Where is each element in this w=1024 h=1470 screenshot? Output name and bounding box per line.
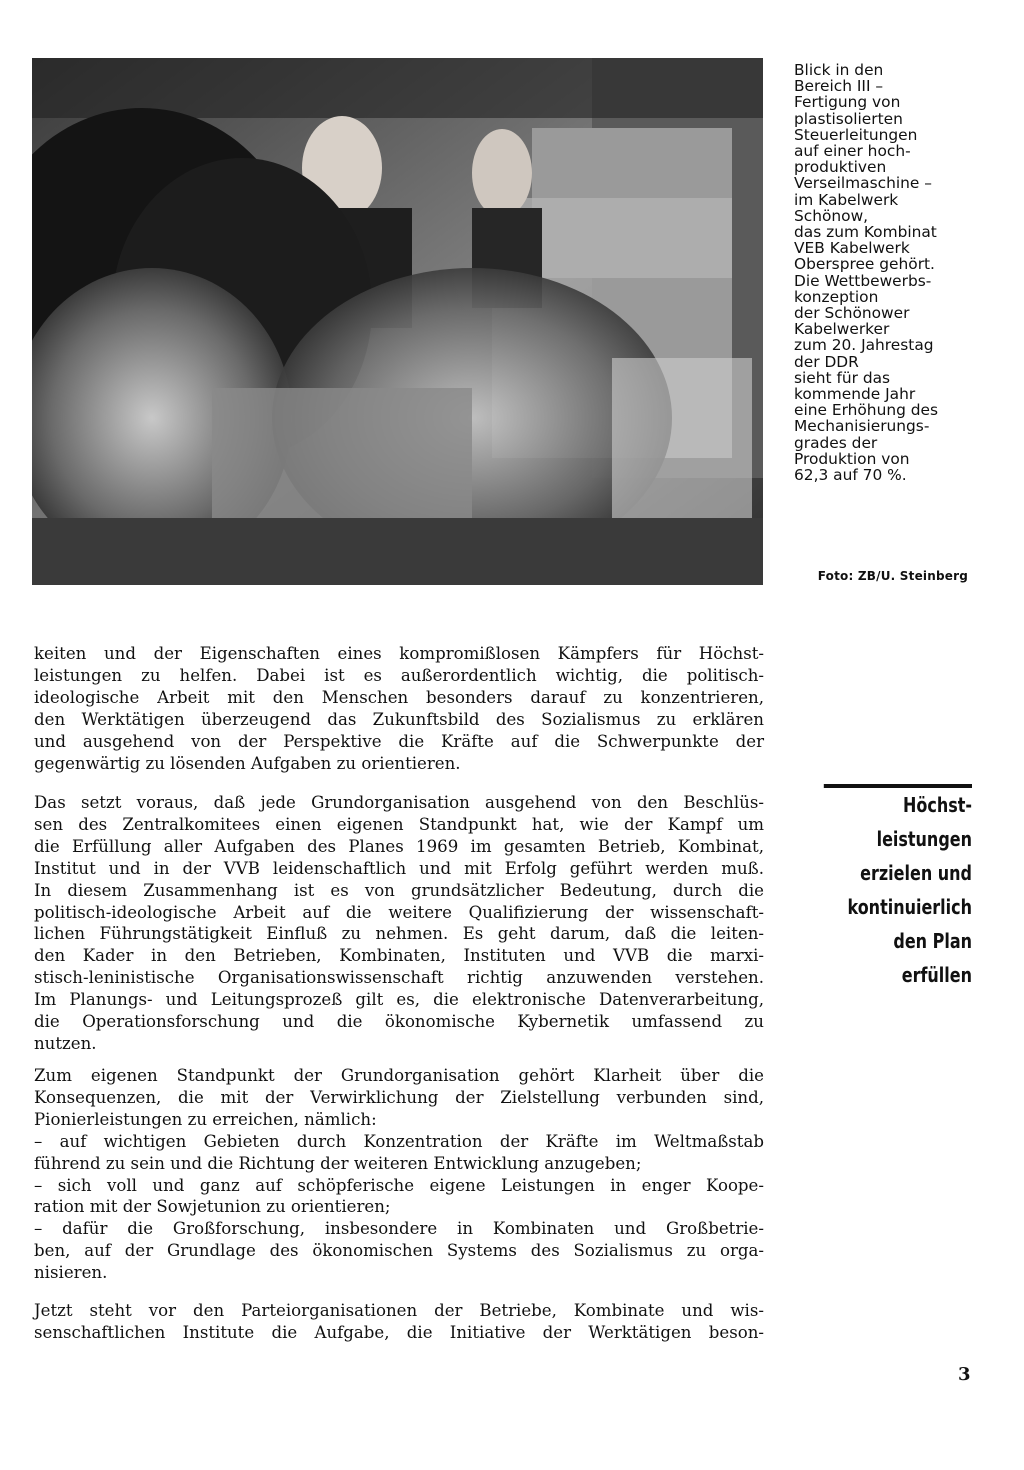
paragraph-2	[34, 792, 764, 1055]
text-line: die Erfüllung aller Aufgaben des Planes 1969 im gesamten Betrieb, Kombinat,	[34, 836, 764, 856]
side-heading-line: kontinuierlich	[847, 895, 972, 919]
caption-line: auf einer hoch-	[794, 142, 911, 161]
caption-line: sieht für das	[794, 368, 891, 387]
text-line: ben, auf der Grundlage des ökonomischen Systems des Sozialismus zu orga-	[34, 1241, 764, 1261]
text-line: Das setzt voraus, daß jede Grundorganisation ausgehend von den Beschlüs-	[34, 793, 764, 812]
text-line: Im Planungs- und Leitungsprozeß gilt es, die elektronische Datenverarbeitung,	[34, 990, 764, 1010]
text-line: – dafür die Großforschung, insbesondere in Kombinaten und Großbetrie-	[34, 1219, 764, 1239]
caption-line: Produktion von	[794, 449, 910, 468]
caption-line: das zum Kombinat	[794, 223, 937, 242]
caption-line: produktiven	[794, 158, 887, 177]
caption-line: grades der	[794, 433, 878, 452]
side-heading-line: Höchst-	[902, 793, 972, 817]
caption-line: 62,3 auf 70 %.	[794, 466, 907, 485]
text-line: Pionierleistungen zu erreichen, nämlich:	[34, 1109, 377, 1129]
text-line: – sich voll und ganz auf schöpferische eigene Leistungen in enger Koope-	[34, 1175, 764, 1195]
text-line: lichen Führungstätigkeit Einfluß zu nehmen. Es geht darum, daß die leiten-	[34, 924, 764, 944]
factory-photo-icon	[32, 58, 763, 585]
side-heading-line: erzielen und	[860, 861, 972, 885]
caption-line: der Schönower	[794, 304, 910, 323]
photo-caption	[794, 62, 994, 483]
text-line: – auf wichtigen Gebieten durch Konzentration der Kräfte im Weltmaßstab	[34, 1131, 764, 1151]
caption-line: Die Wettbewerbs-	[794, 271, 932, 290]
text-line: stisch-leninistische Organisationswissenschaft richtig anzuwenden verstehen.	[34, 968, 764, 988]
photo-credit: Foto: ZB/U. Steinberg	[817, 569, 968, 583]
side-heading	[824, 784, 972, 992]
caption-line: Verseilmaschine –	[794, 174, 932, 193]
text-line: Zum eigenen Standpunkt der Grundorganisation gehört Klarheit über die	[34, 1066, 764, 1085]
caption-line: Blick in den	[794, 61, 884, 79]
text-line: sen des Zentralkomitees einen eigenen Standpunkt hat, wie der Kampf um	[34, 814, 764, 834]
text-line: Institut und in der VVB leidenschaftlich und mit Erfolg geführt werden muß.	[34, 858, 764, 878]
text-line: ideologische Arbeit mit den Menschen besonders darauf zu konzentrieren,	[34, 687, 764, 707]
caption-line: im Kabelwerk	[794, 190, 899, 209]
caption-line: VEB Kabelwerk	[794, 239, 910, 258]
caption-line: konzeption	[794, 287, 879, 306]
text-line: leistungen zu helfen. Dabei ist es außerordentlich wichtig, die politisch-	[34, 665, 764, 685]
text-line: keiten und der Eigenschaften eines kompromißlosen Kämpfers für Höchst-	[34, 644, 764, 663]
text-line: ration mit der Sowjetunion zu orientieren;	[34, 1197, 391, 1217]
text-line: gegenwärtig zu lösenden Aufgaben zu orientieren.	[34, 753, 461, 773]
text-line: den Werktätigen überzeugend das Zukunftsbild des Sozialismus zu erklären	[34, 709, 764, 729]
text-line: nutzen.	[34, 1033, 97, 1053]
text-line: nisieren.	[34, 1263, 108, 1283]
paragraph-1	[34, 643, 764, 774]
caption-line: zum 20. Jahrestag	[794, 336, 934, 355]
side-heading-line: erfüllen	[901, 963, 972, 987]
text-line: Jetzt steht vor den Parteiorganisationen der Betriebe, Kombinate und wis-	[34, 1301, 764, 1320]
text-line: den Kader in den Betrieben, Kombinaten, Instituten und VVB die marxi-	[34, 946, 764, 966]
paragraph-4	[34, 1300, 764, 1344]
caption-line: der DDR	[794, 352, 859, 371]
text-line: senschaftlichen Institute die Aufgabe, die Initiative der Werktätigen beson-	[34, 1322, 764, 1342]
side-heading-line: den Plan	[893, 929, 972, 953]
caption-line: Oberspree gehört.	[794, 255, 935, 274]
text-line: politisch-ideologische Arbeit auf die weitere Qualifizierung der wissenschaft-	[34, 902, 764, 922]
text-line: führend zu sein und die Richtung der weiteren Entwicklung anzugeben;	[34, 1153, 642, 1173]
caption-line: Bereich III –	[794, 77, 884, 96]
side-heading-line: leistungen	[876, 827, 972, 851]
factory-photo	[32, 58, 763, 585]
paragraph-3	[34, 1065, 764, 1284]
caption-line: Fertigung von	[794, 93, 901, 112]
caption-line: Kabelwerker	[794, 320, 890, 339]
caption-line: eine Erhöhung des	[794, 401, 938, 420]
page-number: 3	[958, 1364, 971, 1385]
caption-line: Schönow,	[794, 206, 869, 225]
text-line: und ausgehend von der Perspektive die Kräfte auf die Schwerpunkte der	[34, 731, 764, 751]
text-line: die Operationsforschung und die ökonomische Kybernetik umfassend zu	[34, 1012, 764, 1032]
caption-line: kommende Jahr	[794, 385, 916, 404]
text-line: In diesem Zusammenhang ist es von grundsätzlicher Bedeutung, durch die	[34, 880, 764, 900]
caption-line: Mechanisierungs-	[794, 417, 930, 436]
caption-line: Steuerleitungen	[794, 125, 918, 144]
text-line: Konsequenzen, die mit der Verwirklichung der Zielstellung verbunden sind,	[34, 1087, 764, 1107]
caption-line: plastisolierten	[794, 109, 903, 128]
